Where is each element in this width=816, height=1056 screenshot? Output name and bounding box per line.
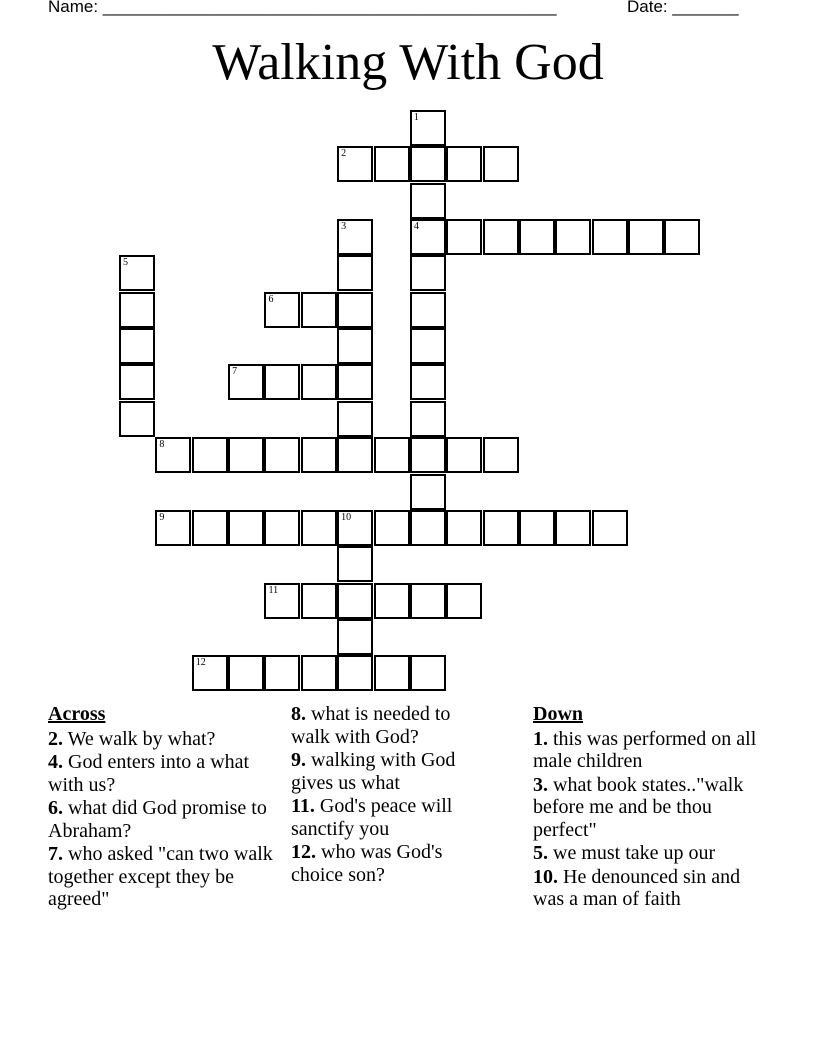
cell-number: 10 [341,511,352,523]
crossword-cell[interactable] [337,619,373,655]
crossword-cell[interactable] [228,437,264,473]
across-heading: Across [48,703,106,725]
clue-number: 9. [291,749,306,771]
crossword-cell[interactable] [519,510,555,546]
crossword-cell[interactable] [337,328,373,364]
cell-number: 11 [268,584,279,596]
across-clues-column-1 [48,703,284,912]
across-clue [48,797,284,842]
across-clue [48,843,284,911]
clue-number: 5. [533,842,548,864]
crossword-cell[interactable] [337,364,373,400]
crossword-cell[interactable] [592,219,628,255]
across-clue [48,728,284,751]
puzzle-title: Walking With God [212,34,604,91]
crossword-cell[interactable] [519,219,555,255]
across-clue [291,703,487,748]
clue-text: God's peace will sanctify you [291,795,453,840]
crossword-cell[interactable] [410,401,446,437]
crossword-cell[interactable] [337,510,373,546]
crossword-cell[interactable] [410,583,446,619]
crossword-cell[interactable] [337,546,373,582]
crossword-cell[interactable] [192,510,228,546]
crossword-cell[interactable] [446,219,482,255]
crossword-cell[interactable] [155,437,191,473]
crossword-cell[interactable] [301,583,337,619]
crossword-cell[interactable] [119,401,155,437]
across-clue [291,841,487,886]
cell-number: 9 [159,511,165,523]
crossword-cell[interactable] [374,655,410,691]
crossword-cell[interactable] [337,146,373,182]
crossword-cell[interactable] [374,510,410,546]
crossword-cell[interactable] [410,219,446,255]
crossword-cell[interactable] [228,655,264,691]
clue-text: we must take up our [548,842,716,864]
crossword-cell[interactable] [301,364,337,400]
crossword-cell[interactable] [592,510,628,546]
down-clue [533,866,763,911]
crossword-cell[interactable] [155,510,191,546]
crossword-cell[interactable] [483,510,519,546]
date-field-label: Date: _______ [627,0,739,16]
clue-number: 10. [533,865,558,888]
crossword-cell[interactable] [410,364,446,400]
crossword-cell[interactable] [264,655,300,691]
down-heading: Down [533,703,584,725]
across-clues-column-2 [291,703,487,887]
crossword-cell[interactable] [337,437,373,473]
cell-number: 2 [341,148,347,160]
crossword-cell[interactable] [264,510,300,546]
clue-number: 8. [291,703,306,725]
crossword-cell[interactable] [264,583,300,619]
name-field-label: Name: ________________________________________________ [48,0,557,16]
crossword-cell[interactable] [192,655,228,691]
crossword-cell[interactable] [446,583,482,619]
crossword-cell[interactable] [664,219,700,255]
cell-number: 3 [341,221,347,233]
crossword-cell[interactable] [555,219,591,255]
crossword-cell[interactable] [410,110,446,146]
clue-text: who was God's choice son? [291,841,443,886]
crossword-cell[interactable] [301,510,337,546]
crossword-cell[interactable] [410,510,446,546]
crossword-cell[interactable] [410,437,446,473]
clue-text: We walk by what? [63,727,216,750]
crossword-cell[interactable] [337,655,373,691]
crossword-cell[interactable] [228,510,264,546]
crossword-cell[interactable] [410,655,446,691]
crossword-cell[interactable] [374,146,410,182]
clue-number: 1. [533,727,548,750]
crossword-cell[interactable] [337,255,373,291]
cell-number: 6 [268,293,274,305]
crossword-cell[interactable] [483,146,519,182]
crossword-cell[interactable] [301,655,337,691]
crossword-cell[interactable] [410,146,446,182]
down-clue [533,728,763,773]
crossword-cell[interactable] [555,510,591,546]
crossword-cell[interactable] [264,364,300,400]
crossword-cell[interactable] [337,401,373,437]
cell-number: 4 [413,221,419,233]
crossword-cell[interactable] [337,292,373,328]
cell-number: 7 [232,366,238,378]
clue-text: He denounced sin and was a man of faith [533,865,741,910]
crossword-cell[interactable] [410,255,446,291]
crossword-cell[interactable] [337,219,373,255]
clue-text: this was performed on all male children [533,727,757,772]
across-clue [291,795,487,840]
down-clue [533,842,763,865]
clue-number: 11. [291,795,315,817]
clue-text: God enters into a what with us? [48,751,250,796]
crossword-cell[interactable] [119,328,155,364]
clue-number: 2. [48,727,63,750]
crossword-cell[interactable] [119,364,155,400]
crossword-cell[interactable] [446,146,482,182]
down-clues-column [533,703,763,912]
crossword-cell[interactable] [483,219,519,255]
crossword-cell[interactable] [374,583,410,619]
crossword-cell[interactable] [264,292,300,328]
crossword-cell[interactable] [301,292,337,328]
crossword-cell[interactable] [410,292,446,328]
crossword-cell[interactable] [628,219,664,255]
cell-number: 5 [123,257,129,269]
down-clue [533,774,763,842]
clue-number: 7. [48,843,63,865]
crossword-cell[interactable] [410,183,446,219]
crossword-cell[interactable] [192,437,228,473]
clue-text: walking with God gives us what [291,749,456,794]
crossword-cell[interactable] [483,437,519,473]
clue-number: 6. [48,797,63,819]
crossword-cell[interactable] [446,437,482,473]
crossword-cell[interactable] [119,292,155,328]
cell-number: 1 [413,112,419,123]
clue-text: what did God promise to Abraham? [48,797,267,842]
cell-number: 12 [195,657,206,669]
crossword-cell[interactable] [410,328,446,364]
crossword-cell[interactable] [301,437,337,473]
crossword-cell[interactable] [374,437,410,473]
clue-text: who asked "can two walk together except they be agreed" [48,843,273,910]
crossword-cell[interactable] [446,510,482,546]
clue-text: what book states.."walk before me and be thou perfect" [533,773,744,841]
clue-text: what is needed to walk with God? [291,703,451,748]
crossword-cell[interactable] [228,364,264,400]
cell-number: 8 [159,439,165,451]
across-clue [48,751,284,796]
crossword-cell[interactable] [337,583,373,619]
crossword-cell[interactable] [410,474,446,510]
crossword-cell[interactable] [264,437,300,473]
clue-number: 12. [291,841,316,863]
crossword-cell[interactable] [119,255,155,291]
clue-number: 3. [533,773,548,796]
clue-number: 4. [48,751,63,773]
across-clue [291,749,487,794]
